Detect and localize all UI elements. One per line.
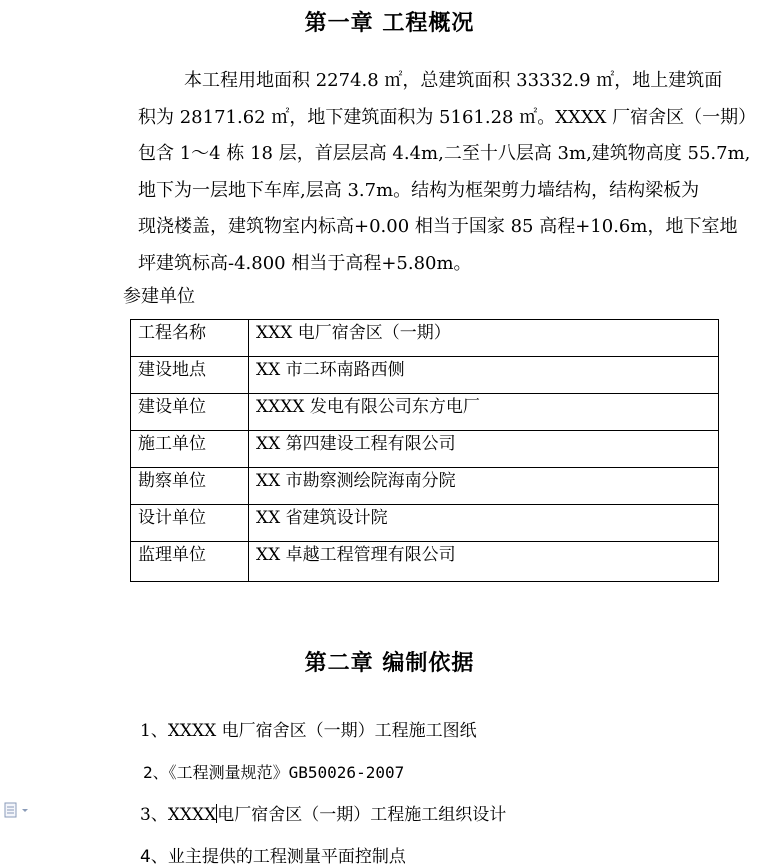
- table-cell-value[interactable]: XX 市勘察测绘院海南分院: [249, 468, 719, 505]
- basis-item-text-before-cursor: 3、XXXX: [140, 805, 217, 825]
- table-cell-key[interactable]: 建设单位: [131, 394, 249, 431]
- table-cell-key[interactable]: 施工单位: [131, 431, 249, 468]
- table-row: [131, 320, 719, 357]
- table-cell-key[interactable]: 设计单位: [131, 505, 249, 542]
- basis-list-item[interactable]: 4、业主提供的工程测量平面控制点: [140, 847, 406, 867]
- table-cell-value[interactable]: XXXX 发电有限公司东方电厂: [249, 394, 719, 431]
- table-row: [131, 357, 719, 394]
- paragraph-line: 积为 28171.62 ㎡，地下建筑面积为 5161.28 ㎡。XXXX 厂宿舍区（一期）: [138, 106, 757, 128]
- project-overview-paragraph[interactable]: [138, 63, 757, 282]
- table-row: [131, 394, 719, 431]
- chapter-1-title: 第一章 工程概况: [304, 11, 475, 36]
- basis-list-item[interactable]: [140, 800, 506, 825]
- chapter-2-title: 第二章 编制依据: [304, 651, 475, 676]
- table-cell-value[interactable]: XX 省建筑设计院: [249, 505, 719, 542]
- paragraph-line: 地下为一层地下车库,层高 3.7m。结构为框架剪力墙结构，结构梁板为: [138, 179, 700, 201]
- table-cell-value[interactable]: XXX 电厂宿舍区（一期）: [249, 320, 719, 357]
- table-cell-value[interactable]: XX 第四建设工程有限公司: [249, 431, 719, 468]
- table-row: [131, 505, 719, 542]
- basis-list-item[interactable]: 1、XXXX 电厂宿舍区（一期）工程施工图纸: [140, 721, 477, 741]
- basis-item-text-after-cursor: 电厂宿舍区（一期）工程施工组织设计: [217, 805, 507, 825]
- paragraph-line: 坪建筑标高-4.800 相当于高程+5.80m。: [138, 252, 472, 274]
- participants-label: 参建单位: [123, 286, 195, 307]
- table-row: [131, 542, 719, 582]
- table-cell-key[interactable]: 监理单位: [131, 542, 249, 582]
- table-cell-key[interactable]: 勘察单位: [131, 468, 249, 505]
- participants-table[interactable]: [130, 319, 719, 582]
- table-cell-key[interactable]: 工程名称: [131, 320, 249, 357]
- basis-list-item[interactable]: 2、《工程测量规范》GB50026-2007: [143, 763, 405, 782]
- table-cell-key[interactable]: 建设地点: [131, 357, 249, 394]
- table-cell-value[interactable]: XX 市二环南路西侧: [249, 357, 719, 394]
- table-row: [131, 468, 719, 505]
- table-row: [131, 431, 719, 468]
- paragraph-line: 现浇楼盖，建筑物室内标高+0.00 相当于国家 85 高程+10.6m，地下室地: [138, 216, 738, 237]
- paragraph-line: 包含 1～4 栋 18 层，首层层高 4.4m,二至十八层高 3m,建筑物高度 55.7m,: [138, 143, 751, 164]
- paragraph-line: 本工程用地面积 2274.8 ㎡，总建筑面积 33332.9 ㎡，地上建筑面: [184, 70, 723, 91]
- table-cell-value[interactable]: XX 卓越工程管理有限公司: [249, 542, 719, 582]
- document-paste-icon[interactable]: [4, 802, 30, 818]
